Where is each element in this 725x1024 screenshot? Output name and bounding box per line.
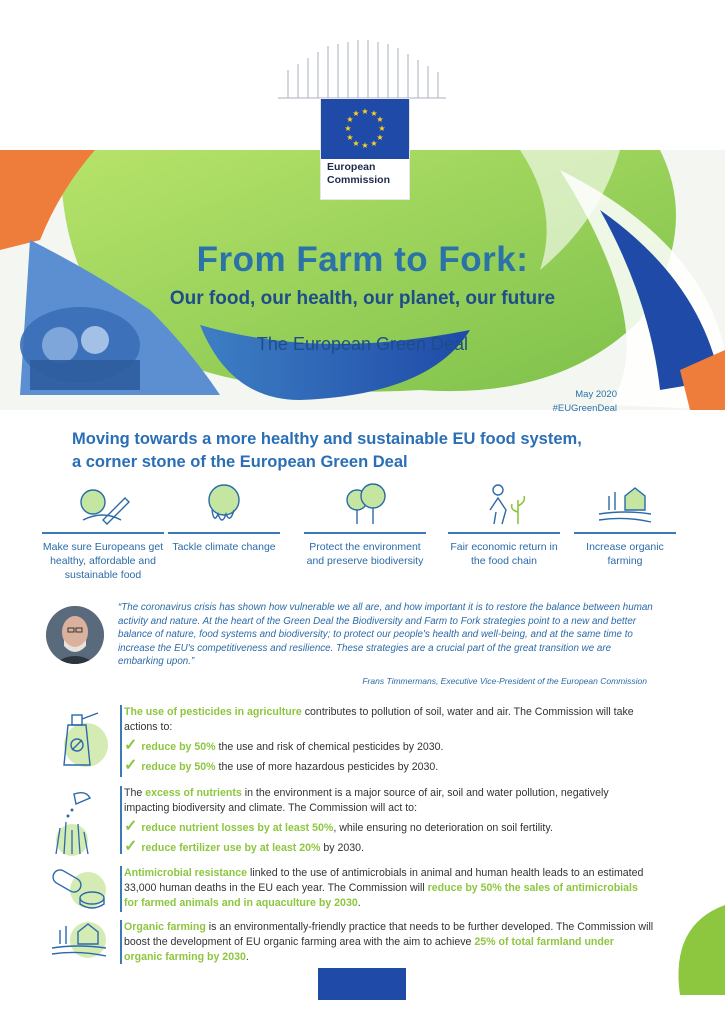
logo-text	[327, 161, 390, 187]
target-text: , while ensuring no deterioration on soil fertility.	[333, 822, 553, 834]
pills-icon	[48, 864, 110, 917]
section-divider	[120, 705, 122, 777]
svg-text:★: ★	[370, 139, 378, 148]
goal-item	[164, 480, 284, 554]
svg-text:★: ★	[376, 133, 384, 142]
svg-text:★: ★	[370, 109, 378, 118]
target-text: by 2030.	[320, 842, 364, 854]
avatar	[46, 606, 104, 664]
list-item	[124, 839, 654, 856]
section-divider	[120, 866, 122, 912]
svg-text:★: ★	[378, 124, 386, 133]
svg-text:★: ★	[344, 124, 352, 133]
page-tagline: The European Green Deal	[256, 334, 469, 354]
goal-divider	[304, 532, 426, 534]
goal-item	[38, 480, 168, 582]
antimicrobial-end: .	[357, 897, 361, 909]
page-title: From Farm to Fork:	[196, 240, 529, 279]
goal-label: Increase organic farming	[586, 541, 664, 567]
svg-text:★: ★	[361, 141, 369, 150]
headline-line1: Moving towards a more healthy and sustainable EU food system,	[72, 430, 582, 448]
publication-meta	[553, 388, 617, 416]
svg-text:★: ★	[346, 115, 354, 124]
nutrients-text: in the environment is a major source of air, soil and water pollution, negatively impacting biodiversity and climate. The Commission will act to:	[124, 787, 609, 814]
trees-icon	[335, 480, 395, 528]
organic-end: .	[245, 951, 249, 963]
target-highlight: reduce nutrient losses by at least 50%	[141, 822, 334, 834]
pesticides-section	[124, 705, 654, 775]
section-divider	[120, 920, 122, 964]
goal-item	[444, 480, 564, 568]
svg-text:★: ★	[352, 109, 360, 118]
svg-text:★: ★	[346, 133, 354, 142]
goal-item	[570, 480, 680, 568]
building-icon	[278, 40, 446, 100]
goal-label: Tackle climate change	[172, 541, 276, 553]
list-item	[124, 819, 654, 836]
goal-label: Fair economic return in the food chain	[450, 541, 558, 567]
target-text: the use and risk of chemical pesticides by 2030.	[215, 741, 444, 753]
checkmark-icon: ✓	[124, 757, 138, 774]
section-divider	[120, 786, 122, 854]
page-subtitle: Our food, our health, our planet, our future	[169, 288, 556, 309]
organic-highlight: Organic farming	[124, 921, 206, 933]
list-item	[124, 738, 654, 755]
antimicrobial-target: reduce by 50% the sales of antimicrobials for farmed animals and in aquaculture by 2030	[124, 882, 638, 909]
goal-divider	[574, 532, 676, 534]
organic-farm-icon	[48, 918, 110, 967]
checkmark-icon: ✓	[124, 737, 138, 754]
eu-flag-icon	[321, 99, 409, 159]
farm-icon	[595, 480, 655, 528]
list-item	[124, 758, 654, 775]
goal-label: Protect the environment and preserve biodiversity	[306, 541, 424, 567]
svg-text:★: ★	[352, 139, 360, 148]
logo-panel	[320, 98, 410, 200]
eu-blue-bar	[318, 968, 406, 1000]
farmer-icon	[474, 480, 534, 528]
nutrients-prefix: The	[124, 787, 146, 799]
nutrients-section	[124, 786, 654, 856]
svg-text:★: ★	[361, 107, 369, 116]
goal-item	[300, 480, 430, 568]
quote-text: “The coronavirus crisis has shown how vulnerable we all are, and how important it is to restore the balance between human activity and nature. At the heart of the Green Deal the Biodiversity and Farm to Fork strategies point to a new and better balance of nature, food systems and biodiversity; to protect our people's health and well-being, and at the same time to increase the EU's competitiveness and resilience. These strategies are a crucial part of the great transition we are embarking upon.”	[118, 602, 653, 668]
eu-commission-logo	[278, 40, 446, 200]
checkmark-icon: ✓	[124, 818, 138, 835]
goal-divider	[448, 532, 560, 534]
quote-author: Frans Timmermans, Executive Vice-President of the European Commission	[362, 676, 647, 686]
pesticides-highlight: The use of pesticides in agriculture	[124, 706, 302, 718]
nutrients-intro	[124, 786, 654, 816]
nutrients-highlight: excess of nutrients	[145, 787, 242, 799]
organic-text: is an environmentally-friendly practice that needs to be further developed. The Commission will boost the development of EU organic farming area with the aim to achieve	[124, 921, 654, 948]
svg-text:★: ★	[376, 115, 384, 124]
leaf-decoration	[660, 905, 725, 995]
org-name-line1: European	[327, 161, 376, 173]
antimicrobial-section	[124, 866, 654, 911]
target-highlight: reduce by 50%	[141, 741, 216, 753]
goal-label: Make sure Europeans get healthy, affordable and sustainable food	[42, 541, 164, 581]
organic-target: 25% of total farmland under organic farming by 2030	[124, 936, 614, 963]
checkmark-icon: ✓	[124, 838, 138, 855]
hashtag: #EUGreenDeal	[552, 403, 617, 414]
goal-divider	[168, 532, 280, 534]
organic-section	[124, 920, 654, 965]
antimicrobial-highlight: Antimicrobial resistance	[124, 867, 248, 879]
headline-line2: a corner stone of the European Green Deal	[72, 453, 408, 471]
pesticide-sprayer-icon	[50, 705, 110, 776]
nutrients-icon	[46, 788, 110, 861]
target-highlight: reduce fertilizer use by at least 20%	[141, 842, 321, 854]
pesticides-text: contributes to pollution of soil, water and air. The Commission will take actions to:	[124, 706, 634, 733]
vegetables-icon	[73, 480, 133, 528]
org-name-line2: Commission	[327, 174, 391, 186]
target-text: the use of more hazardous pesticides by 2030.	[215, 761, 439, 773]
section-headline	[72, 428, 672, 474]
melting-globe-icon	[194, 480, 254, 528]
goal-divider	[42, 532, 164, 534]
publication-date: May 2020	[575, 389, 617, 400]
target-highlight: reduce by 50%	[141, 761, 216, 773]
pesticides-intro	[124, 705, 654, 735]
antimicrobial-text: linked to the use of antimicrobials in animal and human health leads to an estimated 33,000 human deaths in the EU each year. The Commission will	[124, 867, 644, 894]
